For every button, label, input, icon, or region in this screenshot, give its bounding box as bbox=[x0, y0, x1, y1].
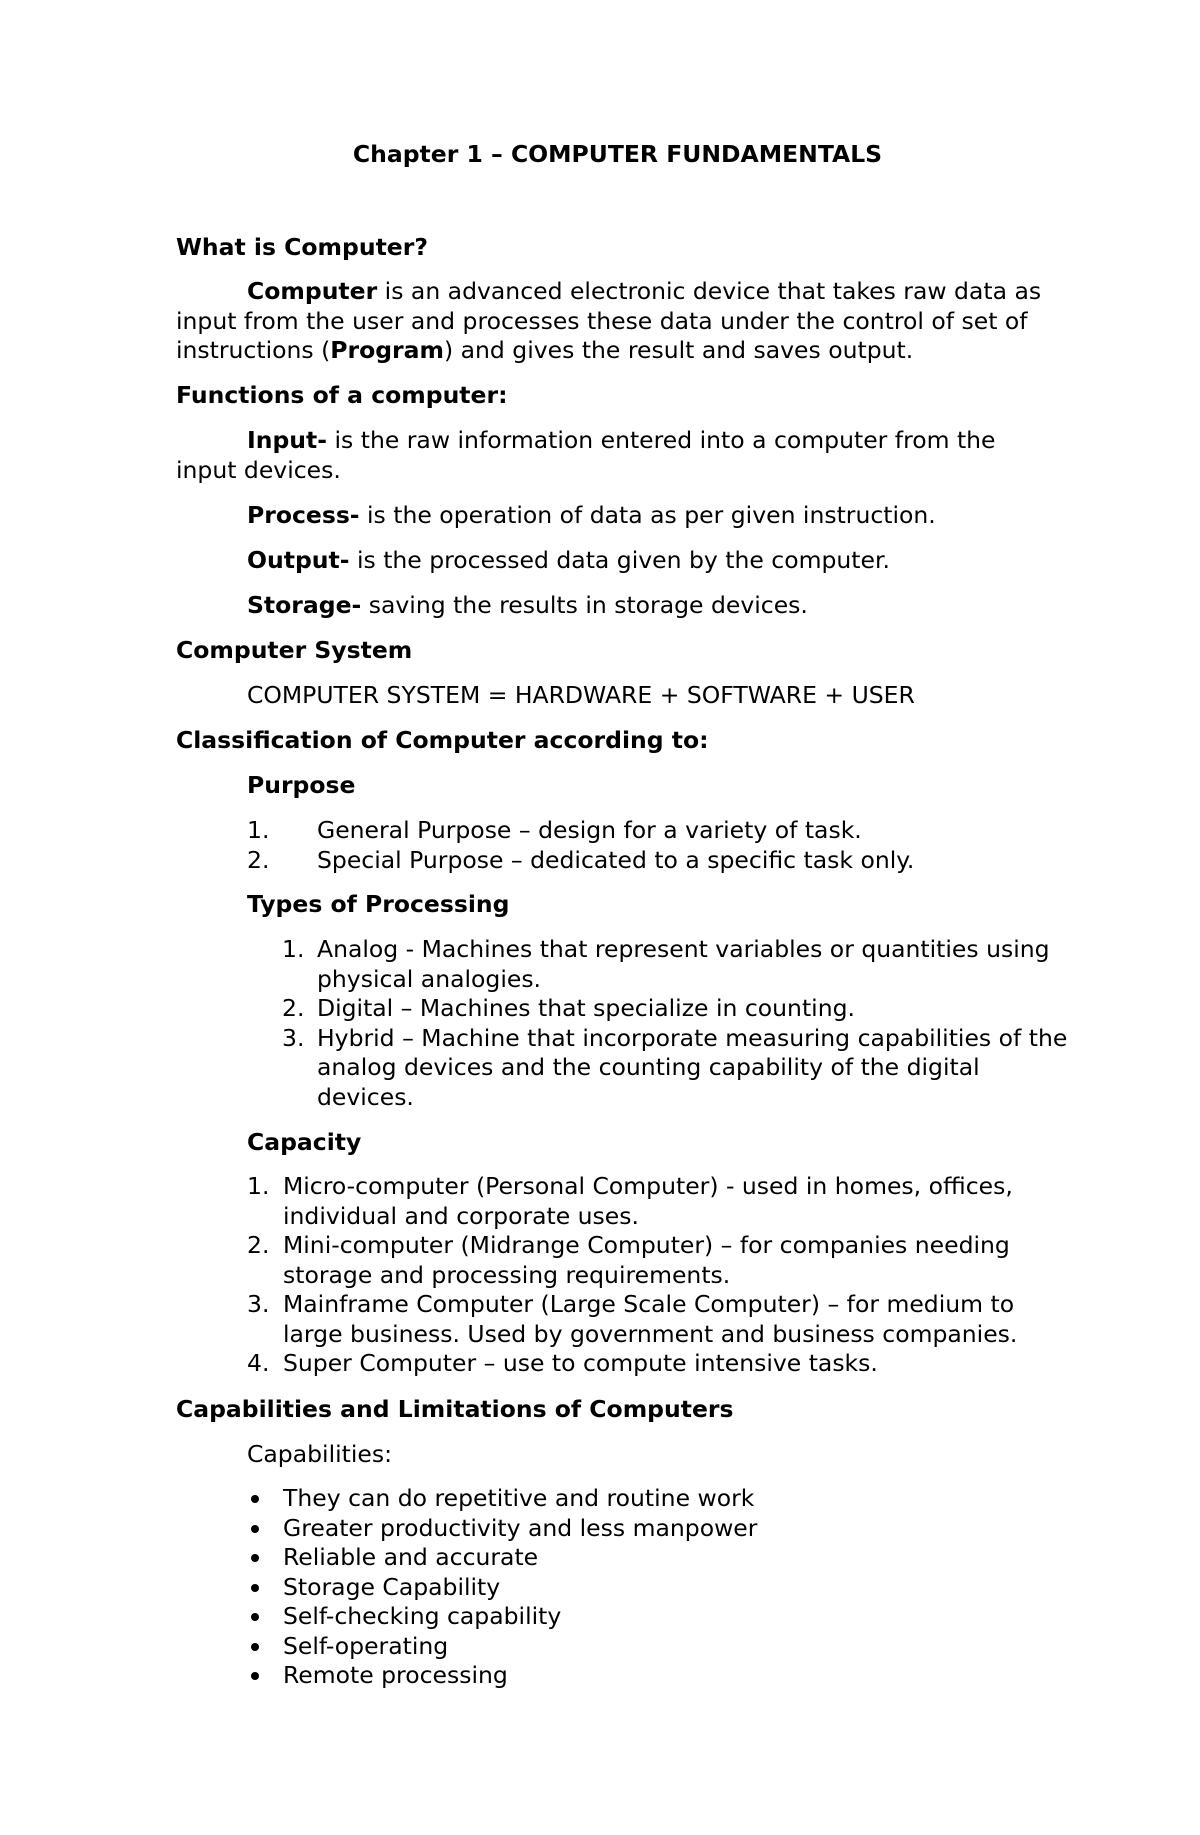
list-item bbox=[247, 1632, 1067, 1662]
list-item-text: Storage Capability bbox=[283, 1572, 501, 1601]
list-item-text: Hybrid – Machine that incorporate measuring capabilities of the analog devices and the counting capability of the digital devices. bbox=[317, 1023, 1068, 1111]
list-number: 2. bbox=[247, 845, 270, 874]
list-item-text: General Purpose – design for a variety of task. bbox=[317, 816, 862, 844]
list-item-text: Mainframe Computer (Large Scale Computer) – for medium to large business. Used by government and business companies. bbox=[283, 1290, 1018, 1348]
list-item bbox=[282, 1024, 1072, 1113]
bullet-icon bbox=[251, 1525, 259, 1533]
heading-what-is-computer: What is Computer? bbox=[176, 233, 428, 261]
list-number: 3. bbox=[282, 1023, 305, 1052]
list-item bbox=[247, 846, 1067, 876]
list-item-text: Super Computer – use to compute intensive tasks. bbox=[283, 1349, 878, 1377]
list-item-text: Greater productivity and less manpower bbox=[283, 1513, 758, 1542]
list-item-text: Special Purpose – dedicated to a specific task only. bbox=[317, 845, 915, 874]
process-text: is the operation of data as per given instruction. bbox=[359, 501, 936, 529]
heading-functions: Functions of a computer: bbox=[176, 381, 508, 409]
chapter-title: Chapter 1 – COMPUTER FUNDAMENTALS bbox=[352, 140, 883, 168]
list-number: 3. bbox=[247, 1290, 270, 1318]
term-storage: Storage- bbox=[247, 591, 362, 619]
term-input: Input- bbox=[247, 426, 328, 454]
heading-capacity: Capacity bbox=[247, 1128, 362, 1156]
term-computer: Computer bbox=[247, 277, 378, 305]
list-item bbox=[247, 1290, 1077, 1349]
bullet-icon bbox=[251, 1672, 259, 1680]
heading-types-of-processing: Types of Processing bbox=[247, 890, 510, 918]
function-input bbox=[176, 426, 1056, 485]
list-item-text: Mini-computer (Midrange Computer) – for companies needing storage and processing requirements. bbox=[283, 1231, 1010, 1289]
output-text: is the processed data given by the computer. bbox=[349, 546, 890, 574]
heading-purpose: Purpose bbox=[247, 771, 356, 799]
heading-computer-system: Computer System bbox=[176, 636, 413, 664]
list-item bbox=[282, 994, 1072, 1024]
heading-classification: Classification of Computer according to: bbox=[176, 726, 709, 754]
list-item bbox=[247, 1543, 1067, 1573]
list-number: 2. bbox=[247, 1231, 270, 1259]
input-text: is the raw information entered into a computer from the input devices. bbox=[176, 426, 996, 484]
list-item bbox=[282, 935, 1072, 994]
capabilities-subheading: Capabilities: bbox=[247, 1440, 392, 1468]
list-item-text: Reliable and accurate bbox=[283, 1543, 539, 1571]
list-number: 1. bbox=[247, 1172, 270, 1200]
computer-system-formula: COMPUTER SYSTEM = HARDWARE + SOFTWARE + USER bbox=[247, 681, 915, 709]
bullet-icon bbox=[251, 1495, 259, 1503]
list-item bbox=[247, 1661, 1067, 1691]
list-item bbox=[247, 1514, 1067, 1544]
list-item bbox=[247, 1172, 1077, 1231]
bullet-icon bbox=[251, 1613, 259, 1621]
term-output: Output- bbox=[247, 546, 350, 574]
term-program: Program bbox=[330, 336, 444, 364]
list-item bbox=[247, 1231, 1077, 1290]
list-item-text: Digital – Machines that specialize in counting. bbox=[317, 994, 855, 1022]
list-item bbox=[247, 1349, 1077, 1379]
list-item-text: They can do repetitive and routine work bbox=[283, 1484, 755, 1512]
function-process bbox=[247, 501, 1067, 531]
processing-list bbox=[282, 935, 1072, 1112]
list-item-text: Analog - Machines that represent variables or quantities using physical analogies. bbox=[317, 935, 1050, 993]
list-item-text: Self-checking capability bbox=[283, 1602, 562, 1630]
list-number: 2. bbox=[282, 994, 305, 1022]
definition-text-1: is an advanced electronic device that takes raw data as input from the user and processes these data under the control of set of instructions ( bbox=[176, 277, 1042, 364]
list-item bbox=[247, 1573, 1067, 1603]
definition-text-2: ) and gives the result and saves output. bbox=[443, 336, 914, 364]
term-process: Process- bbox=[247, 501, 360, 529]
list-item-text: Remote processing bbox=[283, 1661, 508, 1689]
list-item-text: Micro-computer (Personal Computer) - used in homes, offices, individual and corporate uses. bbox=[283, 1172, 1013, 1230]
capabilities-list bbox=[247, 1484, 1067, 1691]
storage-text: saving the results in storage devices. bbox=[361, 591, 808, 619]
list-item bbox=[247, 1602, 1067, 1632]
list-item bbox=[247, 1484, 1067, 1514]
list-number: 1. bbox=[247, 816, 270, 844]
function-storage bbox=[247, 591, 1067, 621]
list-number: 4. bbox=[247, 1349, 270, 1377]
purpose-list bbox=[247, 816, 1067, 875]
list-item bbox=[247, 816, 1067, 846]
bullet-icon bbox=[251, 1584, 259, 1592]
function-output bbox=[247, 546, 1067, 576]
bullet-icon bbox=[251, 1643, 259, 1651]
list-item-text: Self-operating bbox=[283, 1631, 449, 1660]
capacity-list bbox=[247, 1172, 1077, 1379]
bullet-icon bbox=[251, 1554, 259, 1562]
heading-capabilities-limitations: Capabilities and Limitations of Computers bbox=[176, 1395, 734, 1423]
list-number: 1. bbox=[282, 935, 305, 963]
computer-definition-paragraph bbox=[176, 277, 1056, 366]
